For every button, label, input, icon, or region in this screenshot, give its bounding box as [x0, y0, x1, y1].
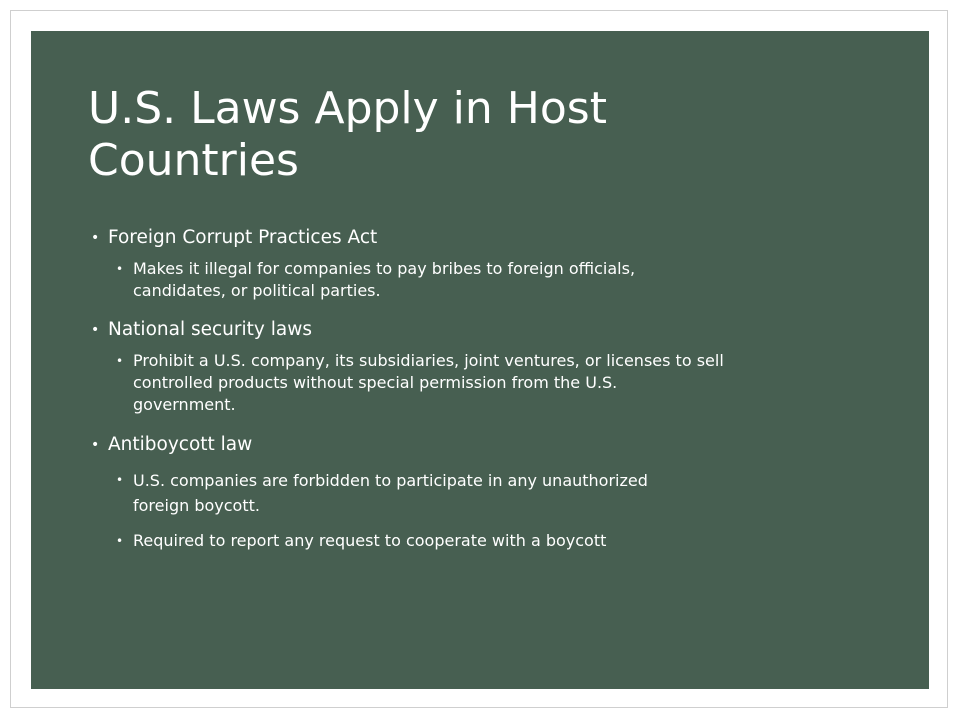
- point-line: U.S. companies are forbidden to participate in any unauthorized: [133, 471, 648, 490]
- section-heading-text: Antiboycott law: [108, 434, 253, 455]
- point-line: Makes it illegal for companies to pay bribes to foreign officials,: [133, 259, 636, 278]
- section-heading-fcpa: [91, 226, 891, 250]
- slide-title-line-1: U.S. Laws Apply in Host: [88, 83, 607, 134]
- slide-body: [91, 226, 891, 563]
- slide-title-line-2: Countries: [88, 135, 299, 186]
- bullet-icon: •: [116, 262, 124, 276]
- point-line: Required to report any request to cooperate with a boycott: [133, 531, 607, 550]
- point-line: foreign boycott.: [133, 496, 260, 515]
- bullet-icon: •: [91, 437, 100, 453]
- point-line: Prohibit a U.S. company, its subsidiaries, joint ventures, or licenses to sell: [133, 351, 724, 370]
- section-point: [91, 258, 891, 302]
- bullet-icon: •: [91, 322, 100, 338]
- section-point: [91, 350, 891, 416]
- bullet-icon: •: [116, 473, 124, 487]
- section-point: [91, 530, 891, 552]
- section-heading-antiboycott: [91, 433, 891, 457]
- bullet-icon: •: [116, 354, 124, 368]
- section-heading-national-security: [91, 318, 891, 342]
- section-heading-text: Foreign Corrupt Practices Act: [108, 227, 378, 248]
- point-line: candidates, or political parties.: [133, 281, 381, 300]
- section-point: [91, 468, 891, 518]
- section-heading-text: National security laws: [108, 319, 312, 340]
- point-line: controlled products without special permission from the U.S.: [133, 373, 618, 392]
- slide-title: [88, 83, 888, 187]
- slide: [31, 31, 929, 689]
- bullet-icon: •: [91, 230, 100, 246]
- bullet-icon: •: [116, 534, 124, 548]
- point-line: government.: [133, 395, 236, 414]
